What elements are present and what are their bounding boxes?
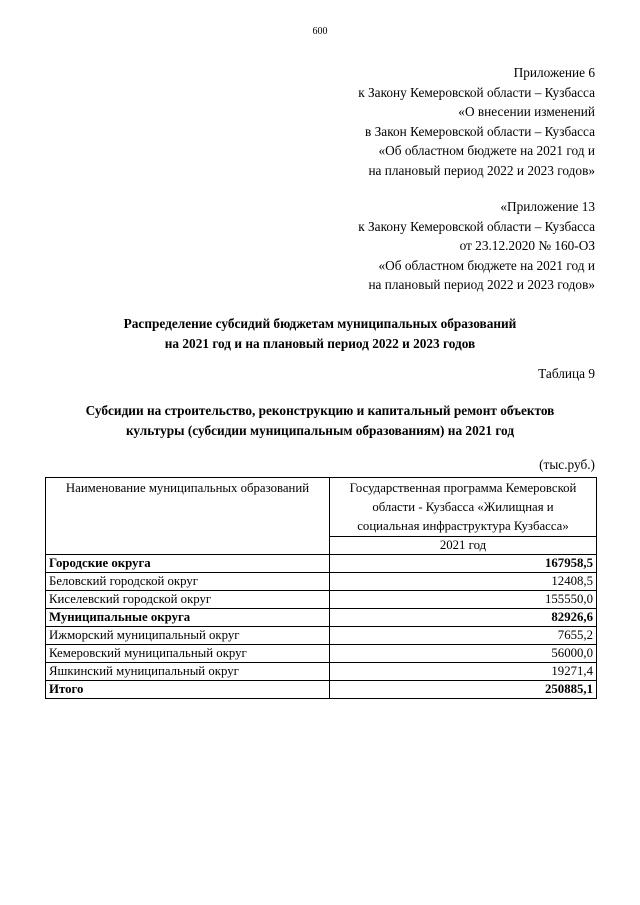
row-name: Городские округа — [46, 555, 330, 573]
table-row — [46, 681, 597, 699]
row-value: 155550,0 — [330, 591, 597, 609]
table-label: Таблица 9 — [538, 366, 595, 381]
heading-line: на 2021 год и на плановый период 2022 и 2023 годов — [164, 336, 476, 351]
row-value: 19271,4 — [330, 663, 597, 681]
program-header-line: области - Кузбасса «Жилищная и — [372, 500, 554, 514]
subsidy-table — [45, 477, 597, 699]
row-name: Яшкинский муниципальный округ — [46, 663, 330, 681]
table-row — [46, 627, 597, 645]
table-row — [46, 645, 597, 663]
program-header-line: социальная инфраструктура Кузбасса» — [357, 519, 569, 533]
col-header-program — [330, 478, 597, 537]
appendix-line: на плановый период 2022 и 2023 годов» — [368, 277, 595, 293]
appendix-line: Приложение 6 — [513, 65, 595, 80]
row-name: Ижморский муниципальный округ — [46, 627, 330, 645]
col-header-municipality: Наименование муниципальных образований — [46, 478, 330, 555]
program-header-line: Государственная программа Кемеровской — [349, 481, 577, 495]
appendix-line: к Закону Кемеровской области – Кузбасса — [358, 218, 595, 234]
row-value: 56000,0 — [330, 645, 597, 663]
table-row — [46, 555, 597, 573]
page-number: 600 — [312, 26, 328, 37]
row-name: Итого — [46, 681, 330, 699]
heading-line: Распределение субсидий бюджетам муниципальных образований — [123, 316, 517, 331]
table-title-line: культуры (субсидии муниципальным образованиям) на 2021 год — [125, 423, 515, 438]
appendix-line: «Об областном бюджете на 2021 год и — [378, 143, 595, 159]
row-value: 167958,5 — [330, 555, 597, 573]
appendix-line: от 23.12.2020 № 160-ОЗ — [459, 238, 595, 254]
table-row — [46, 609, 597, 627]
appendix-line: «Об областном бюджете на 2021 год и — [378, 257, 595, 273]
row-name: Беловский городской округ — [46, 573, 330, 591]
row-value: 82926,6 — [330, 609, 597, 627]
document-heading — [0, 314, 640, 354]
table-title-line: Субсидии на строительство, реконструкцию и капитальный ремонт объектов — [85, 403, 555, 418]
appendix-6-block — [358, 63, 595, 181]
unit-label: (тыс.руб.) — [539, 457, 595, 472]
appendix-line: «Приложение 13 — [500, 199, 595, 214]
table-header-row — [46, 478, 597, 537]
appendix-line: «О внесении изменений — [458, 104, 595, 120]
table-row — [46, 591, 597, 609]
row-value: 250885,1 — [330, 681, 597, 699]
table-title — [0, 401, 640, 441]
table-row — [46, 663, 597, 681]
appendix-line: на плановый период 2022 и 2023 годов» — [368, 162, 595, 178]
table-row — [46, 573, 597, 591]
row-name: Кемеровский муниципальный округ — [46, 645, 330, 663]
row-name: Муниципальные округа — [46, 609, 330, 627]
row-name: Киселевский городской округ — [46, 591, 330, 609]
col-header-year: 2021 год — [330, 537, 597, 555]
row-value: 7655,2 — [330, 627, 597, 645]
appendix-13-block — [358, 197, 595, 295]
row-value: 12408,5 — [330, 573, 597, 591]
appendix-line: в Закон Кемеровской области – Кузбасса — [365, 123, 595, 139]
appendix-line: к Закону Кемеровской области – Кузбасса — [358, 84, 595, 100]
